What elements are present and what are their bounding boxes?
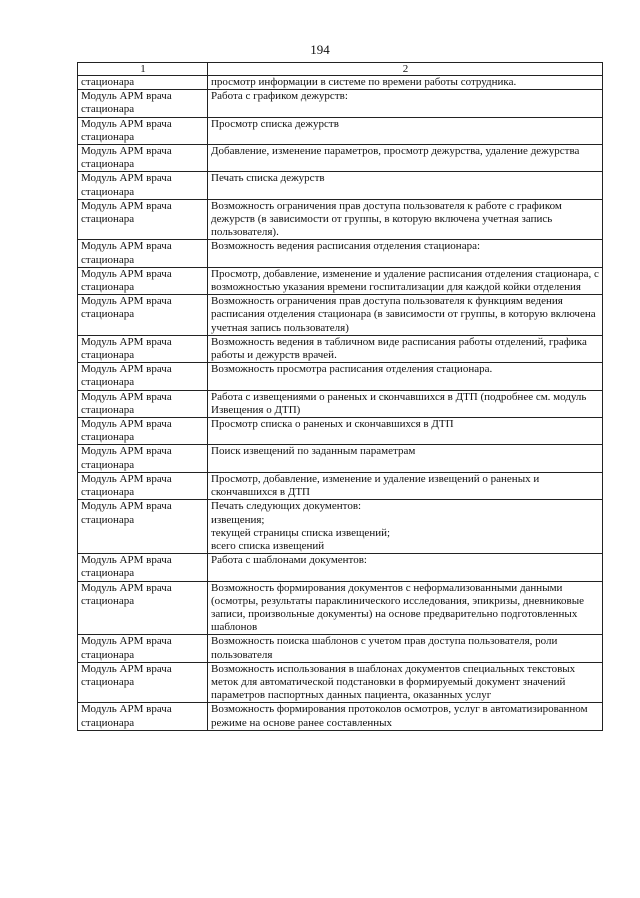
description-line: Возможность ограничения прав доступа пользователя к функциям ведения расписания отделения стационара (в зависимости от группы, в которую включена учетная запись пользователя) (211, 295, 596, 334)
table-row (78, 145, 603, 172)
module-cell: Модуль АРМ врача стационара (78, 554, 208, 581)
column-header-1: 1 (78, 63, 208, 76)
column-header-2: 2 (208, 63, 603, 76)
module-cell: Модуль АРМ врача стационара (78, 267, 208, 294)
description-line: Возможность просмотра расписания отделения стационара. (211, 363, 493, 376)
description-cell (208, 662, 603, 703)
description-cell (208, 90, 603, 117)
description-line: извещения; (211, 513, 265, 526)
description-line: Просмотр списка дежурств (211, 117, 339, 130)
table-row (78, 240, 603, 267)
description-line: Печать списка дежурств (211, 172, 325, 185)
description-line: Работа с шаблонами документов: (211, 554, 367, 567)
module-cell: Модуль АРМ врача стационара (78, 90, 208, 117)
description-line: Добавление, изменение параметров, просмотр дежурства, удаление дежурства (211, 145, 580, 158)
description-cell (208, 295, 603, 336)
description-cell (208, 390, 603, 417)
page-number: 194 (310, 42, 330, 57)
description-line: Возможность ведения расписания отделения стационара: (211, 240, 481, 253)
requirements-table (77, 62, 603, 731)
description-cell (208, 554, 603, 581)
description-cell (208, 581, 603, 635)
module-cell: Модуль АРМ врача стационара (78, 172, 208, 199)
table-row (78, 472, 603, 499)
description-line: Печать следующих документов: (211, 500, 362, 513)
table-row (78, 390, 603, 417)
module-cell: Модуль АРМ врача стационара (78, 581, 208, 635)
description-cell (208, 199, 603, 240)
description-line: Возможность поиска шаблонов с учетом прав доступа пользователя, роли пользователя (211, 635, 558, 661)
description-line: Возможность формирования документов с неформализованными данными (осмотры, результаты параклинического исследования, эпикризы, дневниковые записи, произвольные документы) на основе предварительно подготовленных шаблонов (211, 581, 584, 634)
description-cell (208, 363, 603, 390)
module-cell: Модуль АРМ врача стационара (78, 472, 208, 499)
description-cell (208, 335, 603, 362)
table-row (78, 90, 603, 117)
module-cell: Модуль АРМ врача стационара (78, 662, 208, 703)
table-row (78, 418, 603, 445)
description-cell (208, 145, 603, 172)
description-cell (208, 240, 603, 267)
description-line: Возможность ограничения прав доступа пользователя к работе с графиком дежурств (в зависимости от группы, в которую включена учетная запись пользователя). (211, 199, 562, 239)
module-cell: Модуль АРМ врача стационара (78, 703, 208, 730)
module-cell: Модуль АРМ врача стационара (78, 335, 208, 362)
table-row (78, 581, 603, 635)
description-line: всего списка извещений (211, 539, 325, 552)
description-line: Возможность использования в шаблонах документов специальных текстовых меток для автоматической подстановки в формируемый документ значений параметров паспортных данных пациента, оказанных услуг (211, 662, 576, 702)
module-cell: Модуль АРМ врача стационара (78, 199, 208, 240)
description-line: Возможность ведения в табличном виде расписания работы отделений, графика работы и дежурств врачей. (211, 335, 587, 362)
description-line: Работа с графиком дежурств: (211, 90, 348, 103)
description-line: Просмотр списка о раненых и скончавшихся в ДТП (211, 418, 454, 431)
module-cell: Модуль АРМ врача стационара (78, 117, 208, 144)
module-cell: Модуль АРМ врача стационара (78, 295, 208, 336)
table-row (78, 703, 603, 730)
description-cell (208, 76, 603, 90)
table-row (78, 295, 603, 336)
module-cell: стационара (78, 76, 208, 90)
table-body (78, 76, 603, 731)
description-cell (208, 418, 603, 445)
table-row (78, 76, 603, 90)
table-row (78, 199, 603, 240)
module-cell: Модуль АРМ врача стационара (78, 240, 208, 267)
description-line: Возможность формирования протоколов осмотров, услуг в автоматизированном режиме на основе ранее составленных (211, 703, 588, 729)
table-row (78, 500, 603, 554)
table-row (78, 172, 603, 199)
module-cell: Модуль АРМ врача стационара (78, 363, 208, 390)
table-row (78, 335, 603, 362)
module-cell: Модуль АРМ врача стационара (78, 500, 208, 554)
table-row (78, 117, 603, 144)
description-line: Просмотр, добавление, изменение и удаление извещений о раненых и скончавшихся в ДТП (211, 472, 540, 499)
description-cell (208, 117, 603, 144)
description-line: Поиск извещений по заданным параметрам (211, 445, 416, 458)
description-line: Работа с извещениями о раненых и скончавшихся в ДТП (подробнее см. модуль Извещения о ДТП) (211, 390, 587, 416)
description-cell (208, 500, 603, 554)
description-cell (208, 445, 603, 472)
description-cell (208, 635, 603, 662)
description-line: Просмотр, добавление, изменение и удаление расписания отделения стационара, с возможностью указания времени госпитализации для каждой койки отделения (211, 267, 599, 294)
table-row (78, 445, 603, 472)
description-cell (208, 703, 603, 730)
description-cell (208, 172, 603, 199)
table-row (78, 363, 603, 390)
description-cell (208, 472, 603, 499)
description-cell (208, 267, 603, 294)
table-row (78, 554, 603, 581)
module-cell: Модуль АРМ врача стационара (78, 145, 208, 172)
table-header-row (78, 63, 603, 76)
module-cell: Модуль АРМ врача стационара (78, 445, 208, 472)
description-line: просмотр информации в системе по времени работы сотрудника. (211, 76, 517, 88)
table-row (78, 267, 603, 294)
module-cell: Модуль АРМ врача стационара (78, 635, 208, 662)
module-cell: Модуль АРМ врача стационара (78, 418, 208, 445)
description-line: текущей страницы списка извещений; (211, 526, 391, 539)
module-cell: Модуль АРМ врача стационара (78, 390, 208, 417)
table-row (78, 662, 603, 703)
table-row (78, 635, 603, 662)
